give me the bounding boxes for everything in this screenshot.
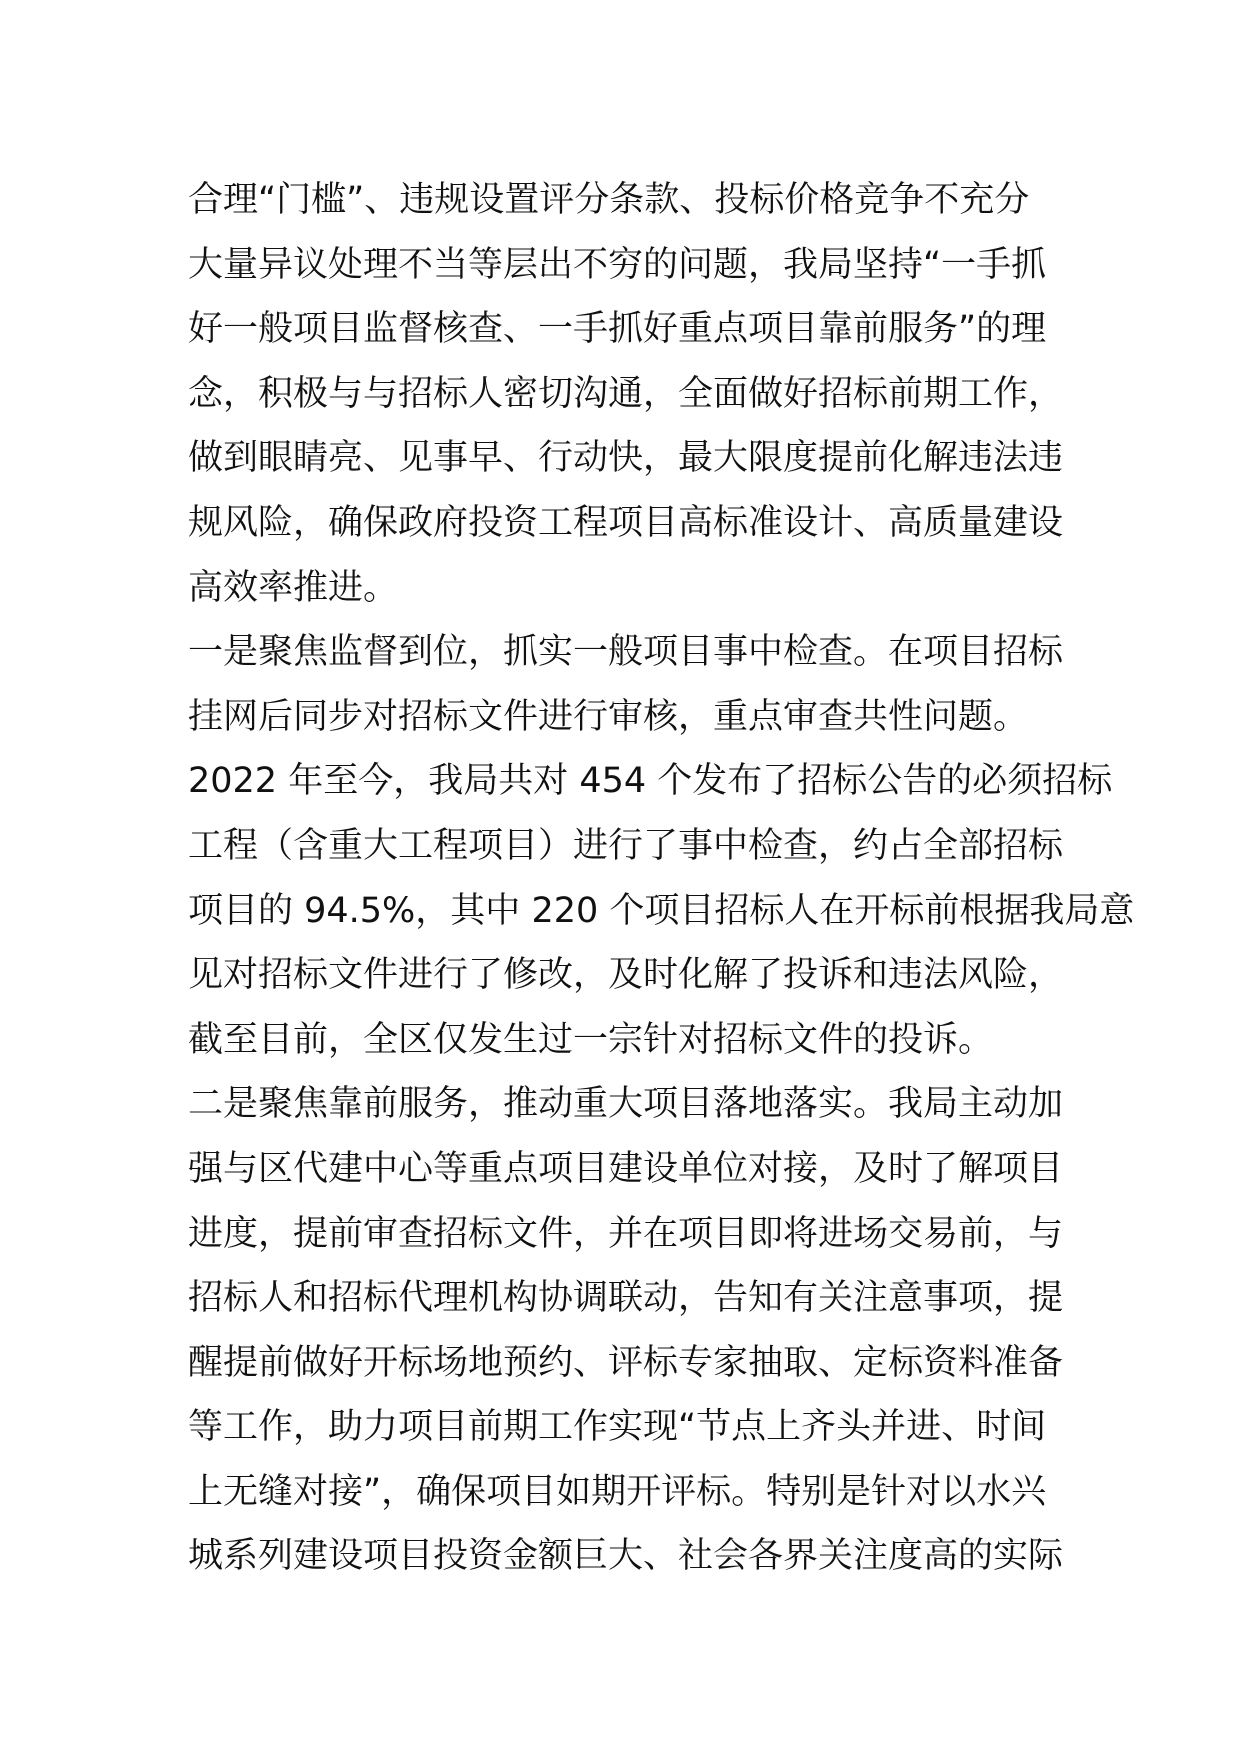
text-line: 醒提前做好开标场地预约、评标专家抽取、定标资料准备 [188,1342,1064,1383]
text-line: 挂网后同步对招标文件进行审核，重点审查共性问题。 [188,696,1029,737]
text-line: 二是聚焦靠前服务，推动重大项目落地落实。我局主动加 [188,1084,1064,1125]
text-line: 好一般项目监督核查、一手抓好重点项目靠前服务”的理 [188,309,1047,350]
text-line: 一是聚焦监督到位，抓实一般项目事中检查。在项目招标 [188,632,1064,673]
paragraph-intro [188,168,1088,620]
text-line: 做到眼睛亮、见事早、行动快，最大限度提前化解违法违 [188,438,1064,479]
text-line: 见对招标文件进行了修改，及时化解了投诉和违法风险， [188,955,1064,996]
text-line: 强与区代建中心等重点项目建设单位对接，及时了解项目 [188,1148,1064,1189]
text-line: 项目的 94.5%，其中 220 个项目招标人在开标前根据我局意 [188,890,1135,931]
text-line: 念，积极与与招标人密切沟通，全面做好招标前期工作， [188,373,1064,414]
text-line: 上无缝对接”，确保项目如期开评标。特别是针对以水兴 [188,1471,1047,1512]
paragraph-supervision [188,620,1135,1072]
text-line: 2022 年至今，我局共对 454 个发布了招标公告的必须招标 [188,761,1113,802]
text-line: 高效率推进。 [188,567,399,608]
text-line: 规风险，确保政府投资工程项目高标准设计、高质量建设 [188,502,1064,543]
text-line: 城系列建设项目投资金额巨大、社会各界关注度高的实际 [188,1536,1064,1577]
text-line: 截至目前，全区仅发生过一宗针对招标文件的投诉。 [188,1019,994,1060]
text-line: 大量异议处理不当等层出不穷的问题，我局坚持“一手抓 [188,244,1047,285]
text-line: 合理“门槛”、违规设置评分条款、投标价格竞争不充分 [188,180,1030,220]
document-body [188,168,1135,1589]
text-line: 进度，提前审查招标文件，并在项目即将进场交易前，与 [188,1213,1064,1254]
paragraph-service [188,1072,1088,1589]
text-line: 等工作，助力项目前期工作实现“节点上齐头并进、时间 [188,1407,1047,1448]
text-line: 工程（含重大工程项目）进行了事中检查，约占全部招标 [188,825,1064,866]
text-line: 招标人和招标代理机构协调联动，告知有关注意事项，提 [188,1278,1064,1319]
